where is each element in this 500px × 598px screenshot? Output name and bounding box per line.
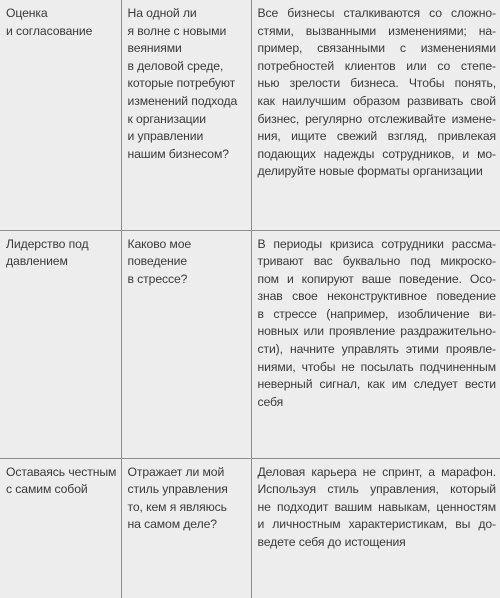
text-line: в деловой среде, [127, 58, 224, 73]
table-row [0, 230, 500, 458]
text-line: не подходит вашим навыкам, ценностям [257, 499, 496, 514]
table-row [0, 0, 500, 230]
text-line: как наилучшим образом развивать свой [257, 93, 496, 108]
text-line: Каково мое [127, 236, 192, 251]
table-row [0, 458, 500, 598]
text-line: изменений подхода [127, 93, 238, 108]
text-line: веяниями [127, 41, 182, 56]
text-line: в стрессе? [127, 271, 188, 286]
text-line: я волне с новыми [127, 23, 227, 38]
text-line: и личностным характеристикам, вы до- [257, 517, 496, 532]
answer-cell [251, 0, 500, 230]
text-line: сти), начните управлять этими проявле- [257, 342, 496, 357]
text-line: на самом деле? [127, 517, 217, 532]
text-line: стиль управления [127, 482, 228, 497]
aspect-cell [0, 0, 121, 230]
text-line: Все бизнесы сталкиваются со сложно- [257, 6, 496, 20]
text-line: Деловая карьера не спринт, а марафон. [257, 464, 496, 479]
text-line: нью зрелости бизнеса. Чтобы понять, [257, 76, 496, 91]
text-line: потребностей клиентов или со степе- [257, 58, 496, 73]
text-line: и согласование [6, 23, 93, 38]
text-line: нашим бизнесом? [127, 146, 229, 161]
text-line: поведение [127, 254, 188, 269]
answer-cell [251, 458, 500, 598]
text-line: себя [257, 394, 284, 409]
text-line: ния, ищите свежий взгляд, привлекая [257, 129, 496, 144]
question-cell [121, 458, 251, 598]
text-line: новных или проявление раздражительно- [257, 324, 496, 339]
text-line: Оценка [6, 6, 48, 20]
text-line: знав свое неконструктивное поведение [257, 289, 496, 304]
text-line: тривают вас буквально под микроско- [257, 254, 496, 269]
text-line: пример, связанными с изменениями [257, 41, 496, 56]
text-line: Лидерство под [6, 236, 89, 251]
text-line: подающих надежды сотрудников, и мо- [257, 146, 496, 161]
text-line: давлением [6, 254, 68, 269]
text-line: с самим собой [6, 482, 88, 497]
text-line: ниями, чтобы не посылать подчиненным [257, 359, 496, 374]
text-line: На одной ли [127, 6, 197, 20]
question-cell [121, 0, 251, 230]
text-line: Отражает ли мой [127, 464, 225, 479]
aspect-cell [0, 230, 121, 458]
text-line: пом и копируют ваше поведение. Осо- [257, 271, 496, 286]
text-line: В периоды кризиса сотрудники рассма- [257, 236, 496, 251]
text-line: то, кем я являюсь [127, 499, 227, 514]
question-cell [121, 230, 251, 458]
text-line: неверный сигнал, как им следует вести [257, 377, 496, 392]
text-line: к организации [127, 111, 206, 126]
text-line: Оставаясь честным [6, 464, 117, 479]
text-line: Используя стиль управления, который [257, 482, 496, 497]
text-line: которые потребуют [127, 76, 236, 91]
text-line: и управлении [127, 129, 204, 144]
aspect-cell [0, 458, 121, 598]
text-line: в стрессе (например, изобличение ви- [257, 306, 496, 321]
text-line: ведете себя до истощения [257, 534, 406, 549]
text-line: делируйте новые форматы организации [257, 164, 483, 179]
answer-cell [251, 230, 500, 458]
text-line: стями, вызванными изменениями; на- [257, 23, 496, 38]
text-line: бизнес, регулярно отслеживайте измене- [257, 111, 496, 126]
